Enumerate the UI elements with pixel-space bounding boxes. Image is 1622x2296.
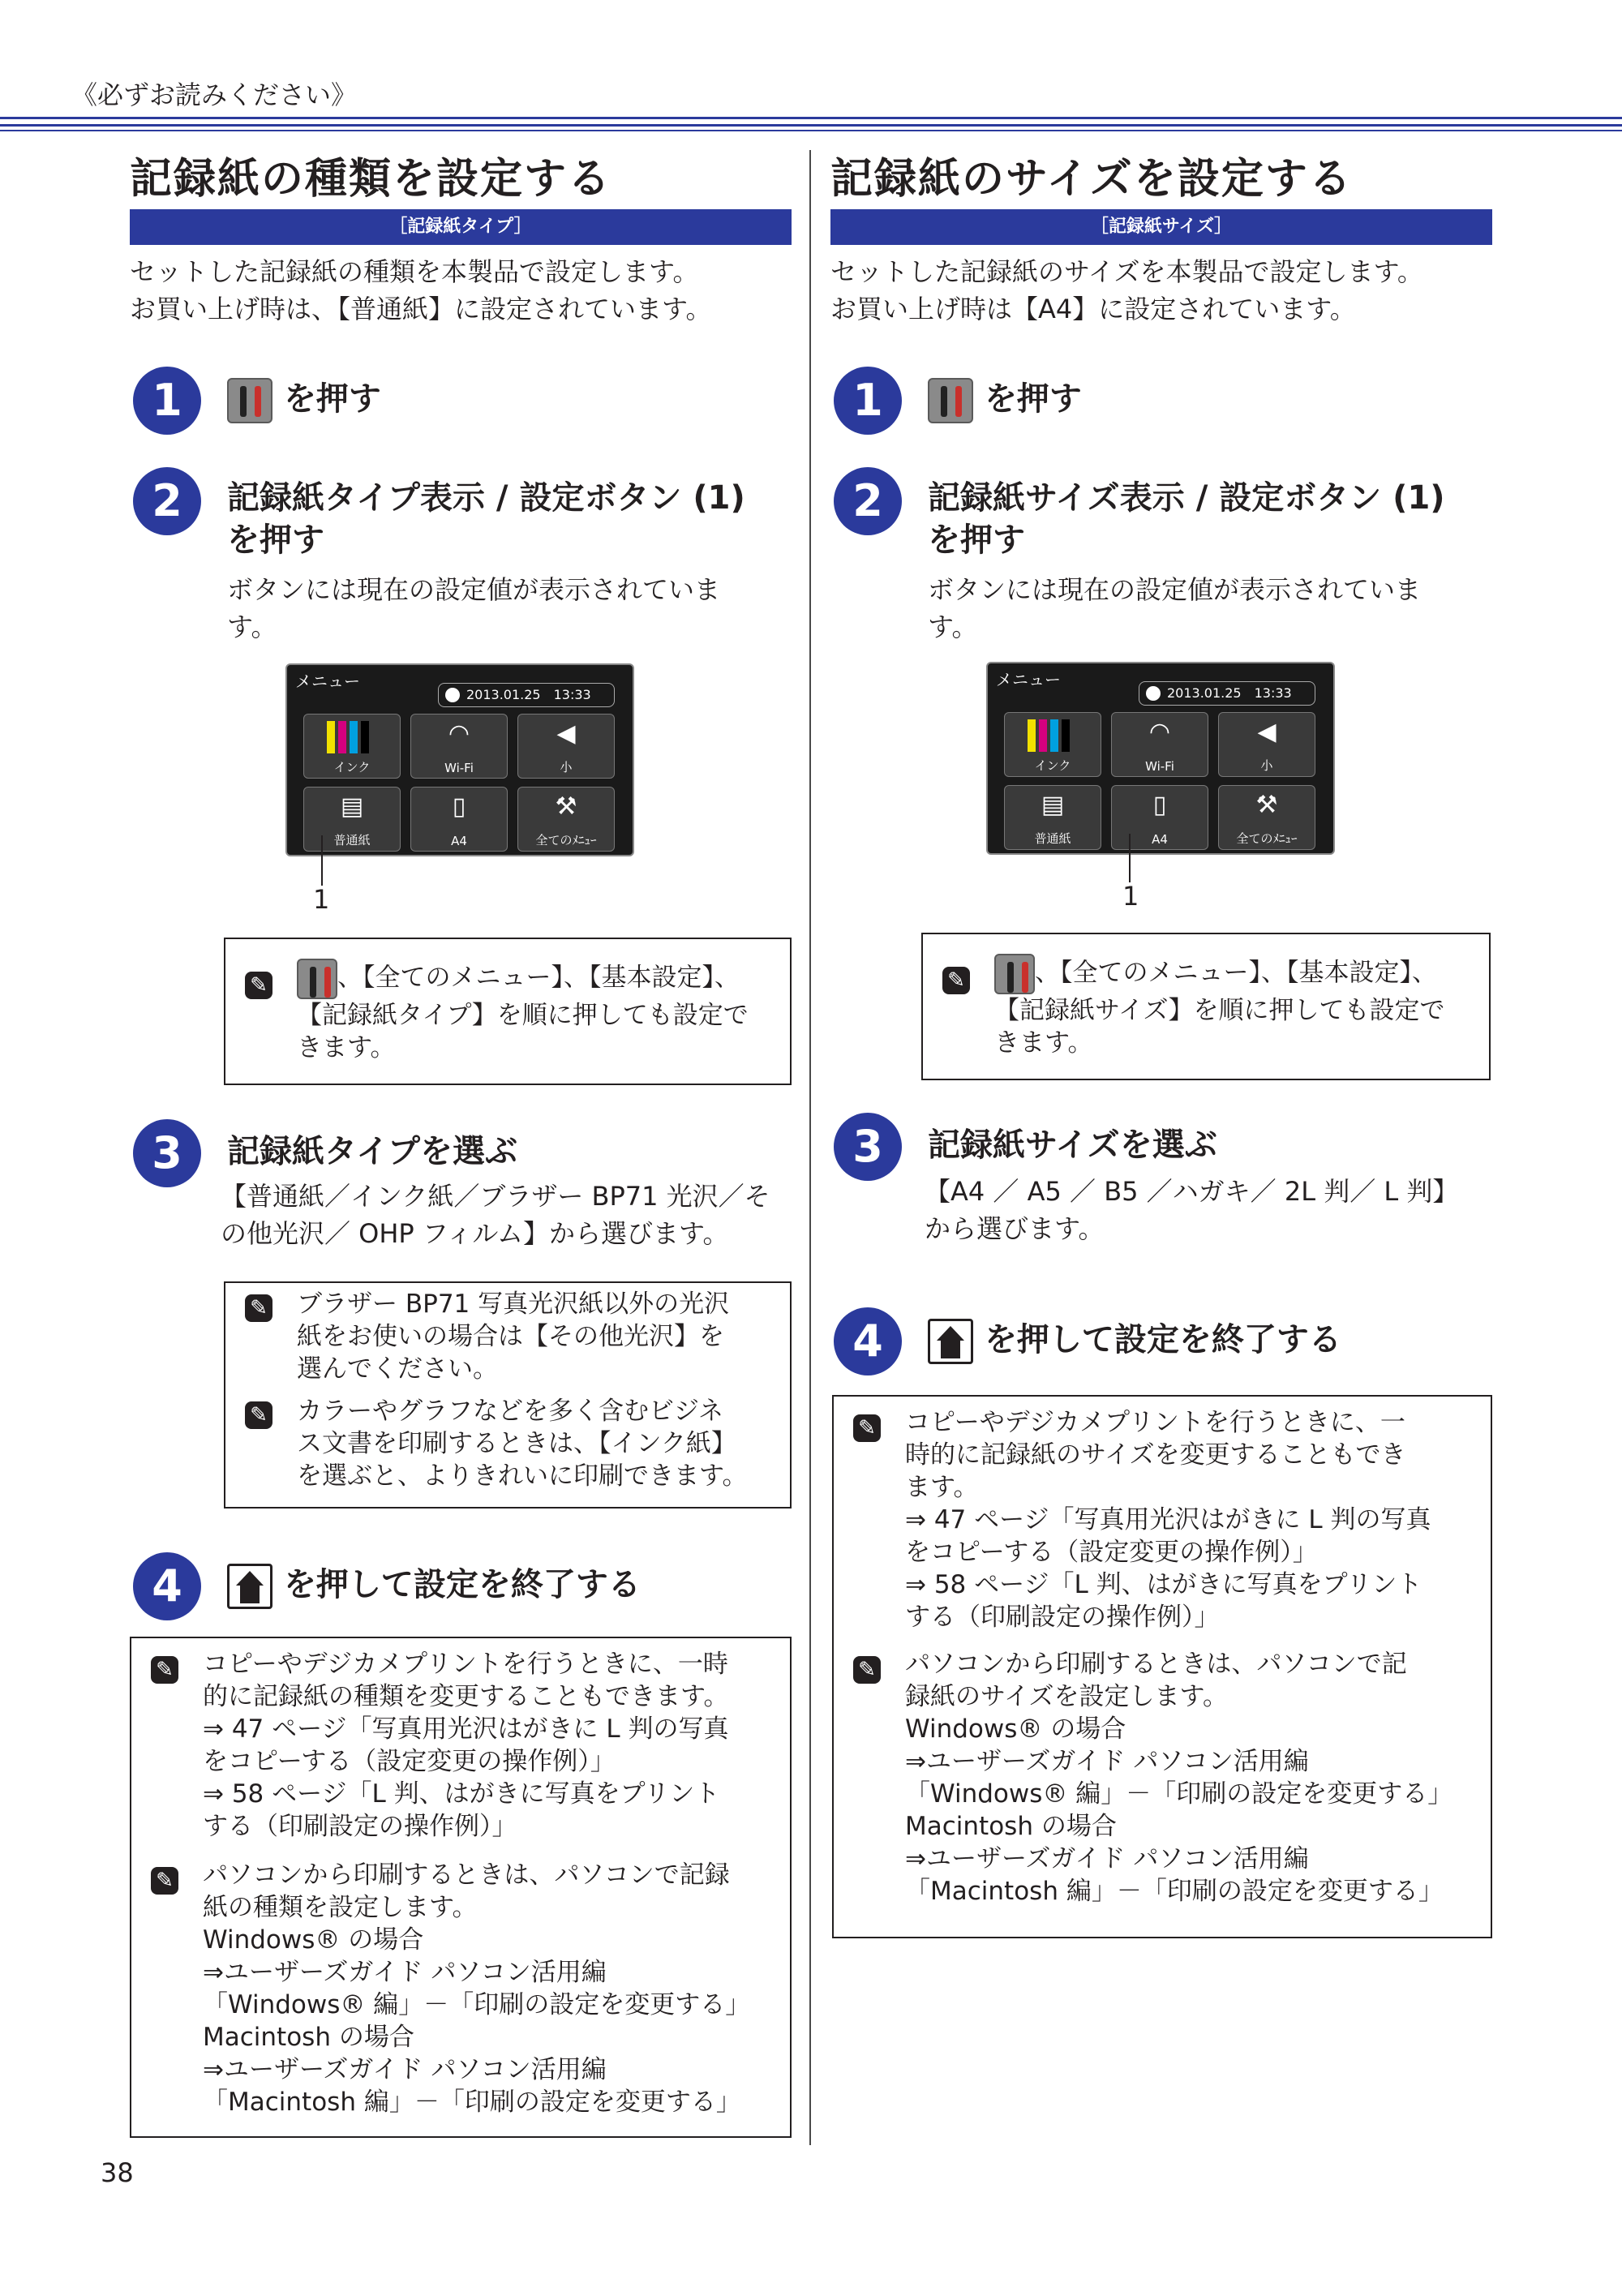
note-line: 【記録紙サイズ】を順に押しても設定で xyxy=(994,996,1445,1025)
tile-label: 全てのﾒﾆｭｰ xyxy=(535,833,597,848)
intro-line: セットした記録紙のサイズを本製品で設定します。 xyxy=(830,256,1423,287)
tile-label: 小 xyxy=(1260,758,1273,773)
settings-tools-icon xyxy=(227,378,272,423)
step-number: 2 xyxy=(133,467,201,535)
note-line: ⇒ユーザーズガイド パソコン活用編 xyxy=(203,2055,607,2084)
tile-label: A4 xyxy=(1152,832,1168,847)
note-line: パソコンから印刷するときは、パソコンで記録 xyxy=(203,1860,730,1890)
note-line: コピーやデジカメプリントを行うときに、一 xyxy=(905,1408,1405,1437)
note-line: ⇒ 58 ページ「L 判、はがきに写真をプリント xyxy=(203,1779,720,1809)
wifi-icon: ◠ xyxy=(448,719,470,748)
tile-label: Wi-Fi xyxy=(1145,759,1174,774)
touchscreen-image xyxy=(986,662,1335,855)
note-text xyxy=(203,1648,729,1843)
note-box xyxy=(224,938,792,1085)
note-line: 「Windows® 編」－「印刷の設定を変更する」 xyxy=(905,1779,1453,1809)
step-title-line: を押す xyxy=(227,521,324,559)
note-line: 録紙のサイズを設定します。 xyxy=(905,1682,1229,1711)
step-title-line: 記録紙サイズ表示 / 設定ボタン (1) xyxy=(928,479,1445,517)
speaker-icon: ◀ xyxy=(1257,718,1277,746)
callout-number: 1 xyxy=(1122,881,1139,912)
note-icon: ✎ xyxy=(245,1294,272,1322)
step-text xyxy=(925,1173,1458,1247)
all-menu-tile xyxy=(517,787,615,852)
note-icon: ✎ xyxy=(245,972,272,999)
note-line: カラーやグラフなどを多く含むビジネ xyxy=(297,1397,724,1426)
home-icon xyxy=(227,1564,272,1609)
note-icon: ✎ xyxy=(853,1656,881,1684)
ink-bar xyxy=(1039,719,1047,752)
tile-label: インク xyxy=(333,760,371,775)
intro-line: お買い上げ時は、【普通紙】に設定されています。 xyxy=(130,294,712,324)
step-number: 4 xyxy=(834,1307,902,1375)
home-icon xyxy=(928,1319,973,1364)
note-line: 時的に記録紙のサイズを変更することもでき xyxy=(905,1440,1406,1470)
intro-line: セットした記録紙の種類を本製品で設定します。 xyxy=(130,256,699,287)
note-box xyxy=(832,1395,1492,1938)
note-line: ⇒ 58 ページ「L 判、はがきに写真をプリント xyxy=(905,1570,1422,1599)
note-box xyxy=(224,1281,792,1508)
note-line: ます。 xyxy=(905,1473,979,1502)
tile-label: 小 xyxy=(560,760,573,775)
ink-bar xyxy=(1062,719,1070,752)
note-line: ⇒ユーザーズガイド パソコン活用編 xyxy=(905,1747,1309,1776)
wifi-icon: ◠ xyxy=(1148,718,1171,746)
note-line: Windows® の場合 xyxy=(905,1714,1126,1744)
callout-line xyxy=(321,835,323,886)
section-intro xyxy=(130,253,711,328)
paper-type-tile xyxy=(303,787,401,852)
volume-tile xyxy=(517,714,615,779)
settings-tools-icon xyxy=(928,378,973,423)
screen-menu-label: メニュー xyxy=(996,670,1061,689)
step-text-line: 【普通紙／インク紙／ブラザー BP71 光沢／そ xyxy=(221,1181,770,1212)
settings-tools-icon xyxy=(297,959,337,999)
note-icon: ✎ xyxy=(942,967,970,994)
step-title xyxy=(227,378,381,423)
tile-label: インク xyxy=(1034,758,1071,773)
step-title xyxy=(227,1564,641,1609)
section-title: 記録紙の種類を設定する xyxy=(130,155,612,204)
note-line: ブラザー BP71 写真光沢紙以外の光沢 xyxy=(297,1290,730,1319)
step-text xyxy=(221,1178,770,1252)
ink-tile xyxy=(303,714,401,779)
wifi-tile xyxy=(1111,712,1208,777)
ink-bar xyxy=(350,721,358,753)
tile-label: A4 xyxy=(451,834,467,848)
ink-bar xyxy=(338,721,346,753)
step-title-text: を押す xyxy=(984,380,1082,418)
step-text xyxy=(227,571,720,646)
step-title-text: を押して設定を終了する xyxy=(984,1321,1341,1358)
paper-sheet-icon: ▯ xyxy=(452,792,466,821)
tile-label: 普通紙 xyxy=(333,833,371,848)
tile-label: 全てのﾒﾆｭｰ xyxy=(1236,831,1298,846)
column-divider xyxy=(809,150,811,2145)
screen-clock: 2013.01.25 13:33 xyxy=(438,683,615,707)
left-column xyxy=(130,0,795,2296)
settings-tools-icon: ⚒ xyxy=(555,792,577,821)
step-number: 3 xyxy=(133,1119,201,1187)
note-line: きます。 xyxy=(297,1033,396,1062)
note-line: ス文書を印刷するときは、【インク紙】 xyxy=(297,1429,736,1458)
step-text-line: から選びます。 xyxy=(925,1213,1105,1244)
note-line: をコピーする（設定変更の操作例）」 xyxy=(203,1747,616,1776)
step-title xyxy=(928,378,1082,423)
step-title: 記録紙サイズを選ぶ xyxy=(928,1127,1217,1164)
screen-clock: 2013.01.25 13:33 xyxy=(1139,681,1315,706)
note-icon: ✎ xyxy=(151,1656,178,1684)
screen-menu-label: メニュー xyxy=(295,672,360,691)
callout-line xyxy=(1129,834,1131,882)
note-line: Macintosh の場合 xyxy=(905,1812,1117,1841)
wifi-tile xyxy=(410,714,508,779)
note-text xyxy=(297,959,749,1064)
ink-bar xyxy=(361,721,369,753)
ink-bar xyxy=(327,721,335,753)
note-line: 紙をお使いの場合は【その他光沢】を xyxy=(297,1322,724,1351)
step-number: 3 xyxy=(834,1113,902,1181)
note-box xyxy=(921,933,1491,1080)
note-line: 「Macintosh 編」－「印刷の設定を変更する」 xyxy=(203,2088,741,2117)
note-line: ⇒ 47 ページ「写真用光沢はがきに L 判の写真 xyxy=(203,1714,729,1744)
note-line: 的に記録紙の種類を変更することもできます。 xyxy=(203,1682,729,1711)
step-number: 1 xyxy=(133,367,201,435)
paper-type-tile xyxy=(1004,785,1101,850)
note-line: する（印刷設定の操作例）」 xyxy=(203,1812,517,1841)
paper-sheet-icon: ▯ xyxy=(1152,791,1167,819)
step-title-text: を押す xyxy=(283,380,381,418)
note-line: 【記録紙タイプ】を順に押しても設定で xyxy=(297,1001,749,1030)
note-text xyxy=(297,1395,748,1492)
step-number: 2 xyxy=(834,467,902,535)
note-text xyxy=(905,1406,1431,1633)
step-title xyxy=(227,477,745,561)
step-title xyxy=(928,1319,1341,1364)
paper-size-tile xyxy=(1111,785,1208,850)
ink-bar xyxy=(1050,719,1058,752)
note-line: ⇒ユーザーズガイド パソコン活用編 xyxy=(905,1844,1309,1873)
step-title xyxy=(928,477,1445,561)
step-title: 記録紙タイプを選ぶ xyxy=(227,1133,517,1170)
paper-icon: ▤ xyxy=(1041,791,1065,819)
note-line: Windows® の場合 xyxy=(203,1925,424,1955)
note-line: を選ぶと、よりきれいに印刷できます。 xyxy=(297,1461,748,1491)
note-line: 、【全てのメニュー】、【基本設定】、 xyxy=(1035,958,1437,988)
note-line: Macintosh の場合 xyxy=(203,2023,414,2052)
note-line: 、【全てのメニュー】、【基本設定】、 xyxy=(337,963,740,993)
section-intro xyxy=(830,253,1423,328)
section-title: 記録紙のサイズを設定する xyxy=(830,155,1353,204)
step-text-line: 【A4 ／ A5 ／ B5 ／ハガキ／ 2L 判／ L 判】 xyxy=(925,1176,1459,1207)
note-line: 「Windows® 編」－「印刷の設定を変更する」 xyxy=(203,1990,751,2019)
note-line: 紙の種類を設定します。 xyxy=(203,1893,478,1922)
paper-size-tile xyxy=(410,787,508,852)
tile-label: Wi-Fi xyxy=(444,761,474,775)
note-line: をコピーする（設定変更の操作例）」 xyxy=(905,1538,1318,1567)
paper-icon: ▤ xyxy=(340,792,364,821)
volume-tile xyxy=(1218,712,1315,777)
step-text-line: す。 xyxy=(227,612,277,642)
note-line: 選んでください。 xyxy=(297,1354,498,1384)
step-number: 1 xyxy=(834,367,902,435)
note-line: コピーやデジカメプリントを行うときに、一時 xyxy=(203,1650,728,1679)
note-line: 「Macintosh 編」－「印刷の設定を変更する」 xyxy=(905,1877,1444,1906)
note-icon: ✎ xyxy=(151,1867,178,1895)
step-text-line: ボタンには現在の設定値が表示されていま xyxy=(227,574,721,605)
tile-label: 普通紙 xyxy=(1034,831,1071,846)
step-text-line: す。 xyxy=(928,612,978,642)
note-line: きます。 xyxy=(994,1028,1093,1058)
ink-tile xyxy=(1004,712,1101,777)
note-line: ⇒ユーザーズガイド パソコン活用編 xyxy=(203,1958,607,1987)
note-text xyxy=(297,1288,729,1385)
right-column xyxy=(830,0,1495,2296)
note-text xyxy=(203,1859,750,2118)
all-menu-tile xyxy=(1218,785,1315,850)
ink-bar xyxy=(1028,719,1036,752)
note-line: パソコンから印刷するときは、パソコンで記 xyxy=(905,1650,1407,1679)
step-text xyxy=(928,571,1421,646)
note-text xyxy=(994,954,1445,1059)
step-title-text: を押して設定を終了する xyxy=(283,1566,641,1603)
page-number: 38 xyxy=(101,2157,134,2188)
note-icon: ✎ xyxy=(853,1414,881,1442)
step-title-line: を押す xyxy=(928,521,1025,559)
note-box xyxy=(130,1637,792,2138)
note-line: する（印刷設定の操作例）」 xyxy=(905,1603,1220,1632)
note-line: ⇒ 47 ページ「写真用光沢はがきに L 判の写真 xyxy=(905,1505,1431,1534)
step-text-line: ボタンには現在の設定値が表示されていま xyxy=(928,574,1422,605)
touchscreen-image xyxy=(285,663,634,856)
header-label: 《必ずお読みください》 xyxy=(71,79,358,110)
section-subbar: ［記録紙タイプ］ xyxy=(130,209,792,245)
speaker-icon: ◀ xyxy=(556,719,576,748)
section-subbar: ［記録紙サイズ］ xyxy=(830,209,1492,245)
settings-tools-icon: ⚒ xyxy=(1255,791,1278,819)
step-number: 4 xyxy=(133,1552,201,1620)
intro-line: お買い上げ時は【A4】に設定されています。 xyxy=(830,294,1356,324)
note-icon: ✎ xyxy=(245,1401,272,1429)
callout-number: 1 xyxy=(313,884,330,915)
settings-tools-icon xyxy=(994,954,1035,994)
note-text xyxy=(905,1648,1453,1908)
step-title-line: 記録紙タイプ表示 / 設定ボタン (1) xyxy=(227,479,745,517)
step-text-line: の他光沢／ OHP フィルム】から選びます。 xyxy=(221,1218,729,1249)
